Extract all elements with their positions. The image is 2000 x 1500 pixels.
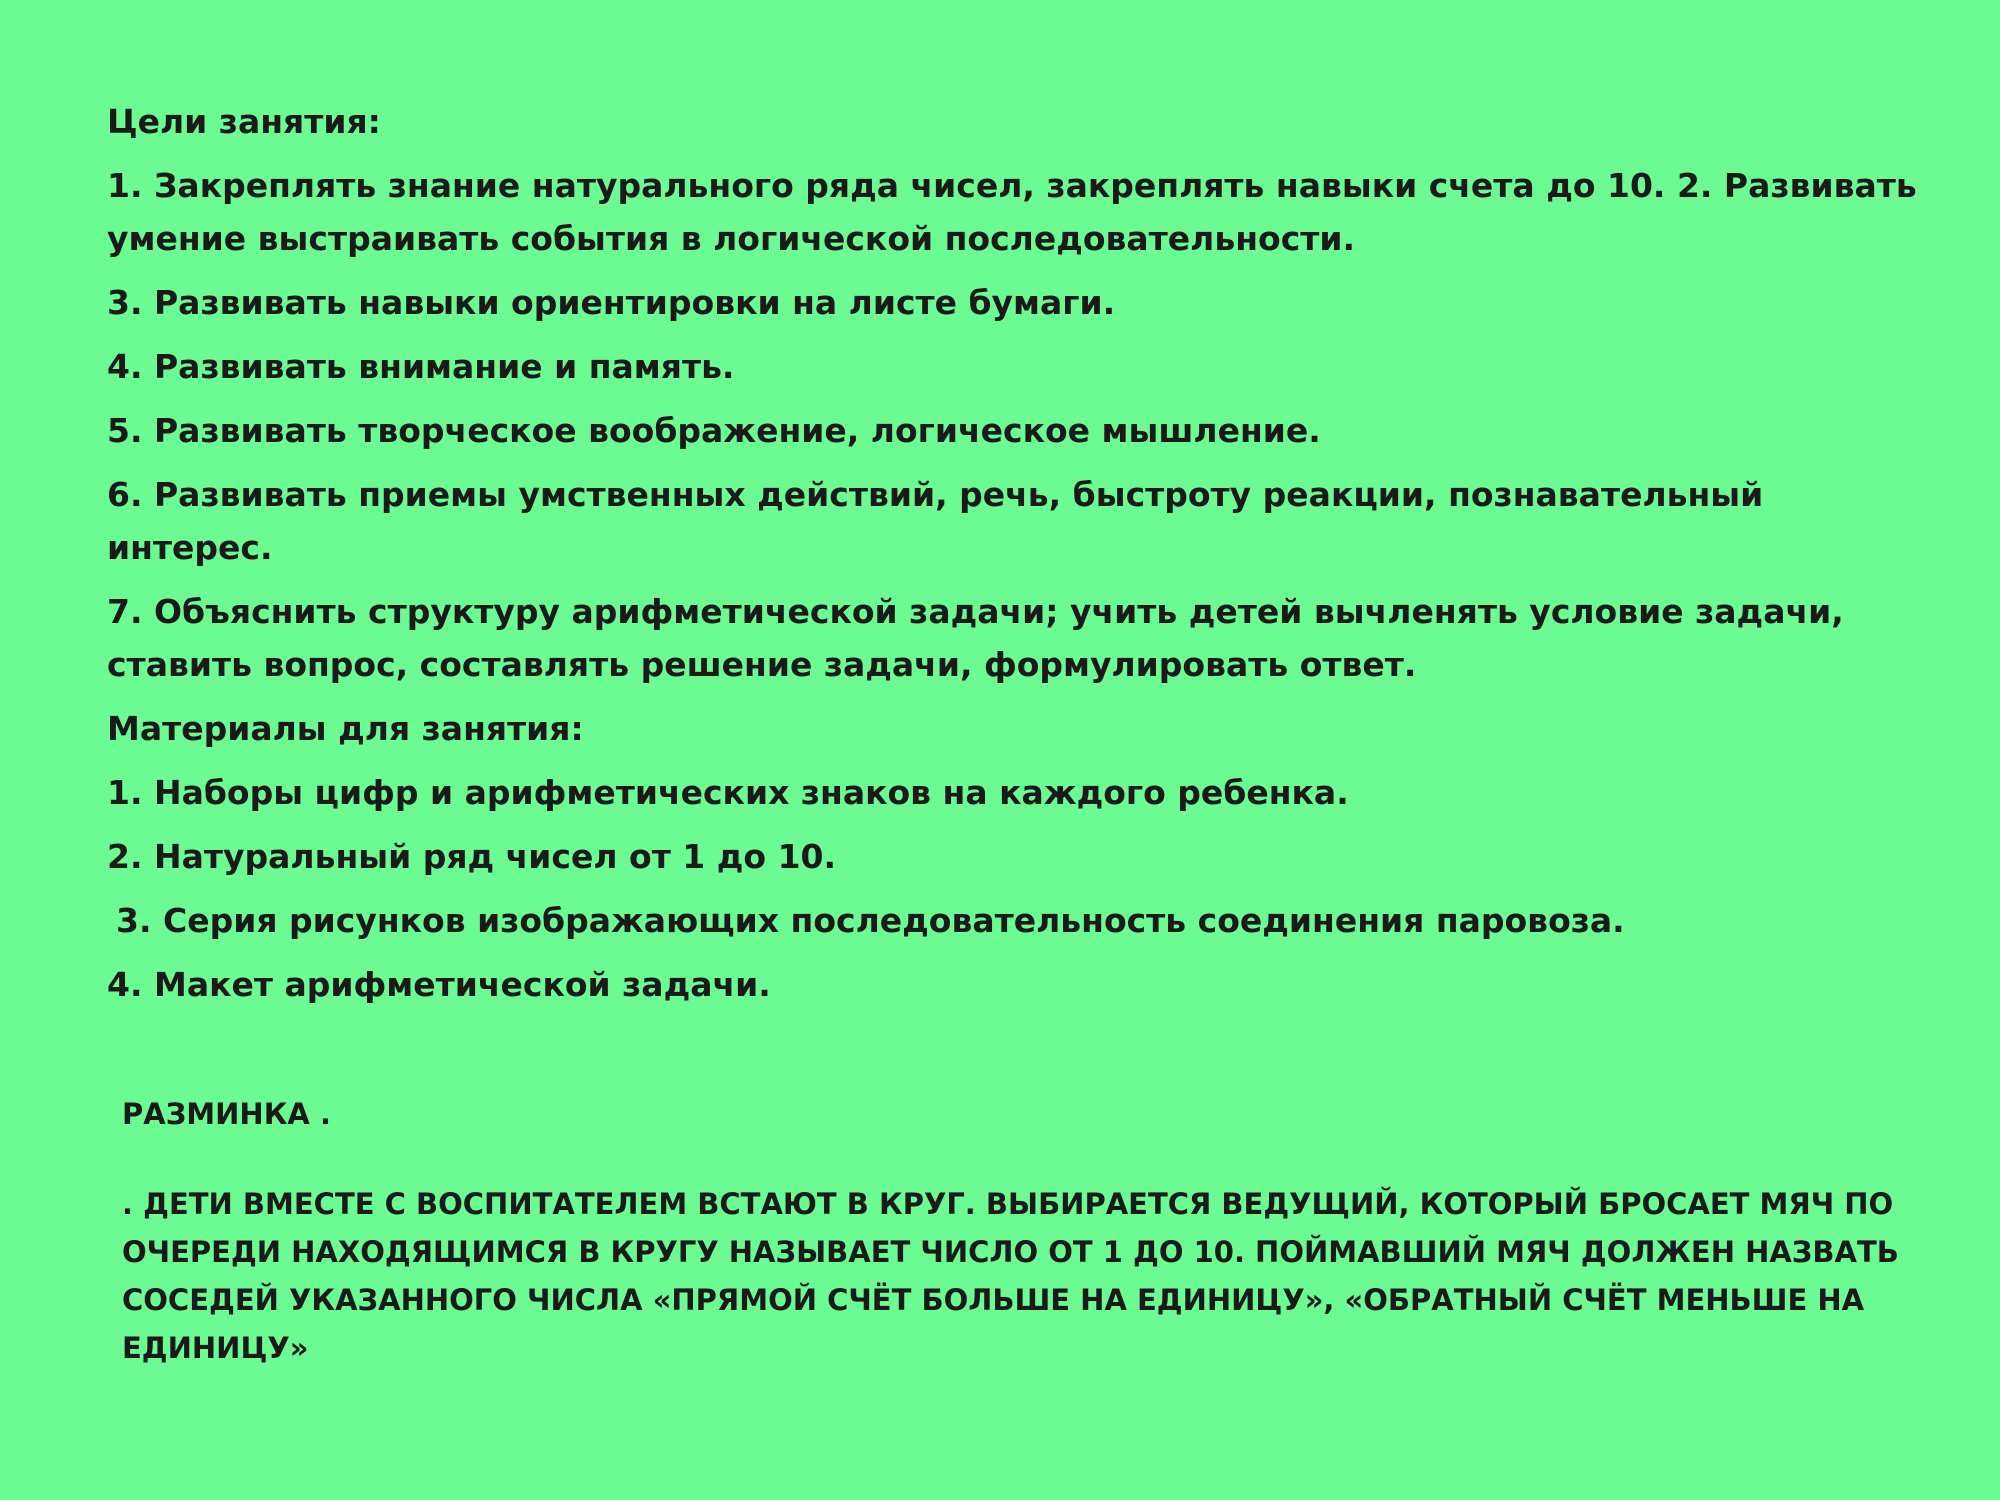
goal-item-4: 4. Развивать внимание и память. (107, 347, 735, 386)
goal-item-1: 1. Закреплять знание натурального ряда чисел, закреплять навыки счета до 10. 2. Развивать умение выстраивать события в логической последовательности. (107, 166, 1917, 258)
goals-heading: Цели занятия: (107, 102, 381, 141)
warmup-section (122, 1090, 1902, 1372)
material-item-4: 4. Макет арифметической задачи. (107, 965, 771, 1004)
goal-item-6: 6. Развивать приемы умственных действий, речь, быстроту реакции, познавательный интерес. (107, 475, 1764, 567)
goal-item-5: 5. Развивать творческое воображение, логическое мышление. (107, 411, 1321, 450)
goal-item-7: 7. Объяснить структуру арифметической задачи; учить детей вычленять условие задачи, ставить вопрос, составлять решение задачи, формулировать ответ. (107, 592, 1844, 684)
lesson-content (107, 95, 1937, 1022)
warmup-text: . ДЕТИ ВМЕСТЕ С ВОСПИТАТЕЛЕМ ВСТАЮТ В КРУГ. ВЫБИРАЕТСЯ ВЕДУЩИЙ, КОТОРЫЙ БРОСАЕТ МЯЧ ПО ОЧЕРЕДИ НАХОДЯЩИМСЯ В КРУГУ НАЗЫВАЕТ ЧИСЛО ОТ 1 ДО 10. ПОЙМАВШИЙ МЯЧ ДОЛЖЕН НАЗВАТЬ СОСЕДЕЙ УКАЗАННОГО ЧИСЛА «ПРЯМОЙ СЧЁТ БОЛЬШЕ НА ЕДИНИЦУ», «ОБРАТНЫЙ СЧЁТ МЕНЬШЕ НА ЕДИНИЦУ» (122, 1187, 1899, 1365)
material-item-2: 2. Натуральный ряд чисел от 1 до 10. (107, 837, 837, 876)
warmup-title: РАЗМИНКА . (122, 1097, 331, 1131)
goal-item-3: 3. Развивать навыки ориентировки на листе бумаги. (107, 283, 1116, 322)
material-item-1: 1. Наборы цифр и арифметических знаков на каждого ребенка. (107, 773, 1349, 812)
material-item-3: 3. Серия рисунков изображающих последовательность соединения паровоза. (116, 901, 1625, 940)
materials-heading: Материалы для занятия: (107, 709, 584, 748)
